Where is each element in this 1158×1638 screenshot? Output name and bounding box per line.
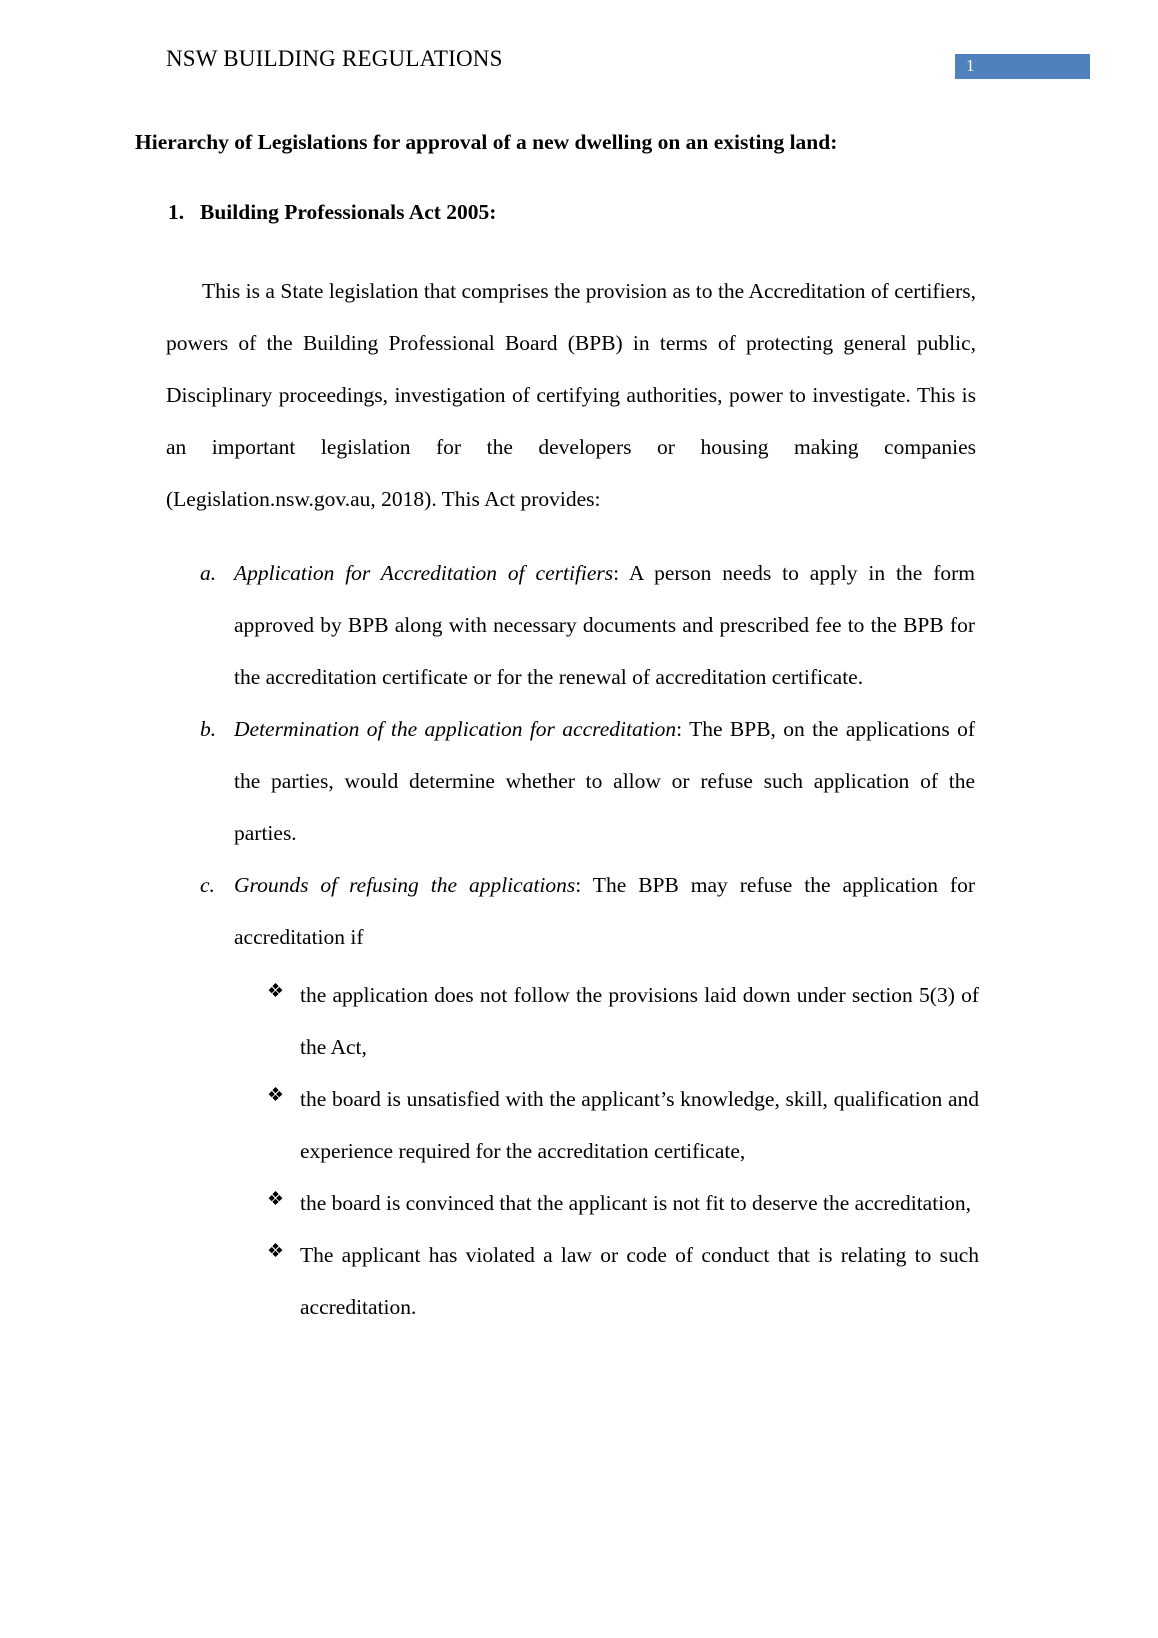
- page-header: [0, 46, 1158, 86]
- diamond-bullet-icon: ❖: [267, 1084, 285, 1106]
- list-item: [267, 1177, 979, 1229]
- header-title: NSW BUILDING REGULATIONS: [166, 46, 503, 71]
- diamond-bullet-icon: ❖: [267, 980, 285, 1002]
- document-body: [0, 120, 1158, 1333]
- list-number: 1.: [168, 199, 185, 224]
- list-item: [200, 547, 975, 703]
- list-item: [200, 703, 975, 859]
- bullet-text: The applicant has violated a law or code of conduct that is relating to such accreditation.: [300, 1242, 979, 1319]
- diamond-bullet-icon: ❖: [267, 1240, 285, 1262]
- list-item: [267, 969, 979, 1073]
- sub-item-lead: Application for Accreditation of certifiers: [234, 560, 614, 585]
- list-marker: b.: [200, 716, 217, 741]
- list-item: [267, 1229, 979, 1333]
- list-marker: c.: [200, 872, 215, 897]
- page-number: 1: [966, 56, 975, 75]
- list-item: [267, 1073, 979, 1177]
- page-number-badge: [955, 54, 1090, 79]
- sub-item-text: : A person needs to apply in the form approved by BPB along with necessary documents and prescribed fee to the BPB for the accreditation certificate or for the renewal of accreditation certificate.: [234, 560, 975, 689]
- sub-item-lead: Grounds of refusing the applications: [234, 872, 576, 897]
- bullet-sublist: [0, 969, 1158, 1333]
- section-heading: Hierarchy of Legislations for approval of a new dwelling on an existing land:: [135, 130, 838, 154]
- list-marker: a.: [200, 560, 217, 585]
- diamond-bullet-icon: ❖: [267, 1188, 285, 1210]
- bullet-text: the board is unsatisfied with the applicant’s knowledge, skill, qualification and experience required for the accreditation certificate,: [300, 1086, 979, 1163]
- bullet-text: the board is convinced that the applicant is not fit to deserve the accreditation,: [300, 1190, 972, 1215]
- bullet-text: the application does not follow the provisions laid down under section 5(3) of the Act,: [300, 982, 979, 1059]
- sub-item-lead: Determination of the application for accreditation: [234, 716, 677, 741]
- body-paragraph: This is a State legislation that comprises the provision as to the Accreditation of certifiers, powers of the Building Professional Board (BPB) in terms of protecting general public, Disciplinary proceedings, investigation of certifying authorities, power to investigate. This is an important legislation for the developers or housing making companies (Legislation.nsw.gov.au, 2018). This Act provides:: [166, 278, 976, 511]
- sub-item-text: : The BPB, on the applications of the parties, would determine whether to allow or refuse such application of the parties.: [234, 716, 975, 845]
- list-item-numbered-1: [168, 200, 978, 225]
- list-item-title: Building Professionals Act 2005:: [200, 199, 497, 224]
- sub-item-text: : The BPB may refuse the application for accreditation if: [234, 872, 976, 949]
- alpha-sublist: [0, 547, 1158, 963]
- list-item: [200, 859, 975, 963]
